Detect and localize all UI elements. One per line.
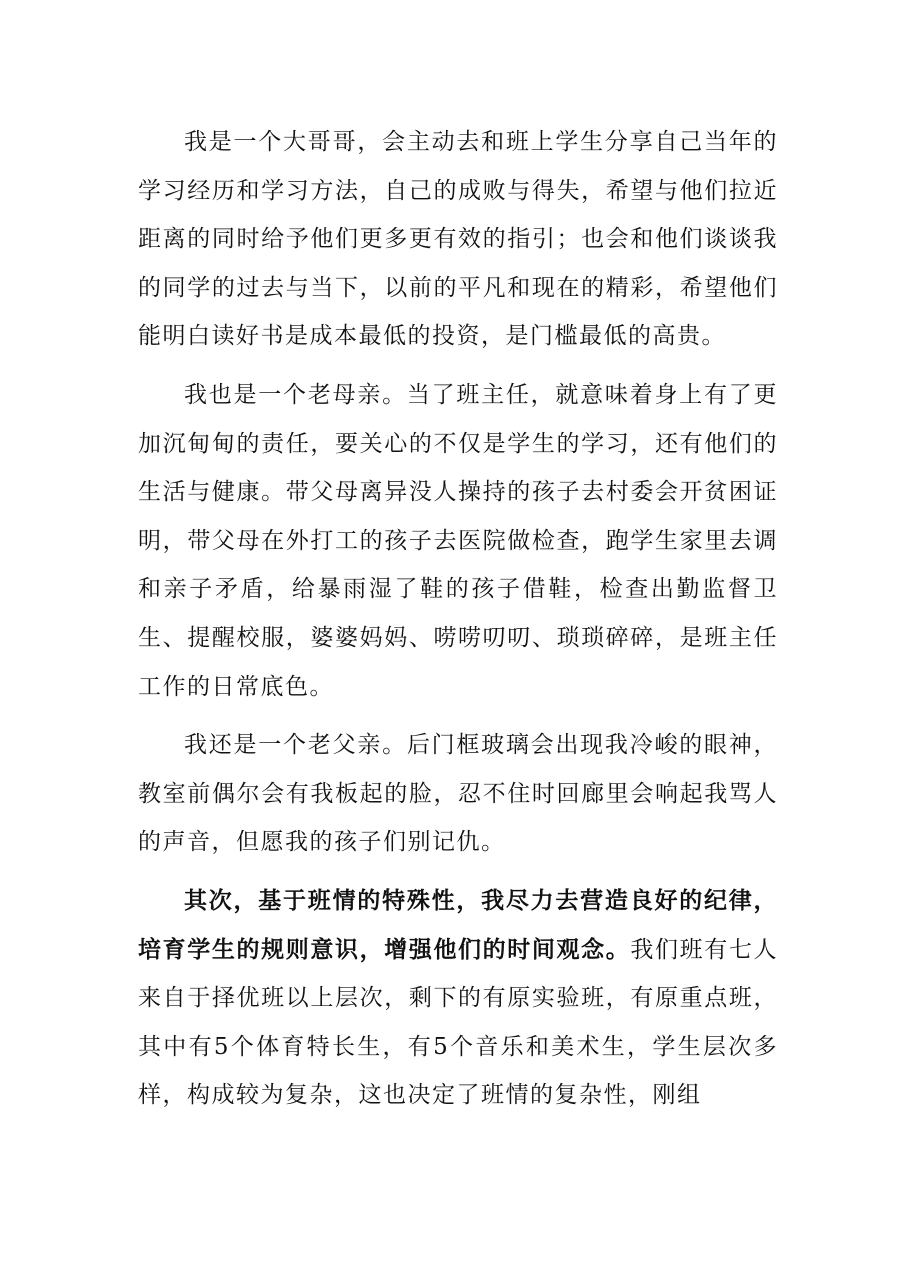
paragraph-bold-lead: 其次，基于班情的特殊性，我尽力去营造良好的纪律，培育学生的规则意识，增强他们的时间观念。 <box>138 886 778 963</box>
paragraph-text: 我们班有七人来自于择优班以上层次，剩下的有原实验班，有原重点班，其中有5个体育特长生，有5个音乐和美术生，学生层次多样，构成较为复杂，这也决定了班情的复杂性，刚组 <box>138 936 779 1109</box>
paragraph-old-father <box>138 721 778 867</box>
paragraph-text: 我是一个大哥哥，会主动去和班上学生分享自己当年的学习经历和学习方法，自己的成败与得失，希望与他们拉近距离的同时给予他们更多更有效的指引；也会和他们谈谈我的同学的过去与当下，以前的平凡和现在的精彩，希望他们能明白读好书是成本最低的投资，是门槛最低的高贵。 <box>138 129 778 350</box>
paragraph-discipline <box>138 877 778 1120</box>
document-body <box>138 118 778 1130</box>
paragraph-big-brother <box>138 118 778 361</box>
paragraph-text: 我还是一个老父亲。后门框玻璃会出现我冷峻的眼神，教室前偶尔会有我板起的脸，忍不住时回廊里会响起我骂人的声音，但愿我的孩子们别记仇。 <box>138 732 778 856</box>
paragraph-old-mother <box>138 371 778 711</box>
paragraph-text: 我也是一个老母亲。当了班主任，就意味着身上有了更加沉甸甸的责任，要关心的不仅是学生的学习，还有他们的生活与健康。带父母离异没人操持的孩子去村委会开贫困证明，带父母在外打工的孩子去医院做检查，跑学生家里去调和亲子矛盾，给暴雨湿了鞋的孩子借鞋，检查出勤监督卫生、提醒校服，婆婆妈妈、唠唠叨叨、琐琐碎碎，是班主任工作的日常底色。 <box>138 381 778 700</box>
